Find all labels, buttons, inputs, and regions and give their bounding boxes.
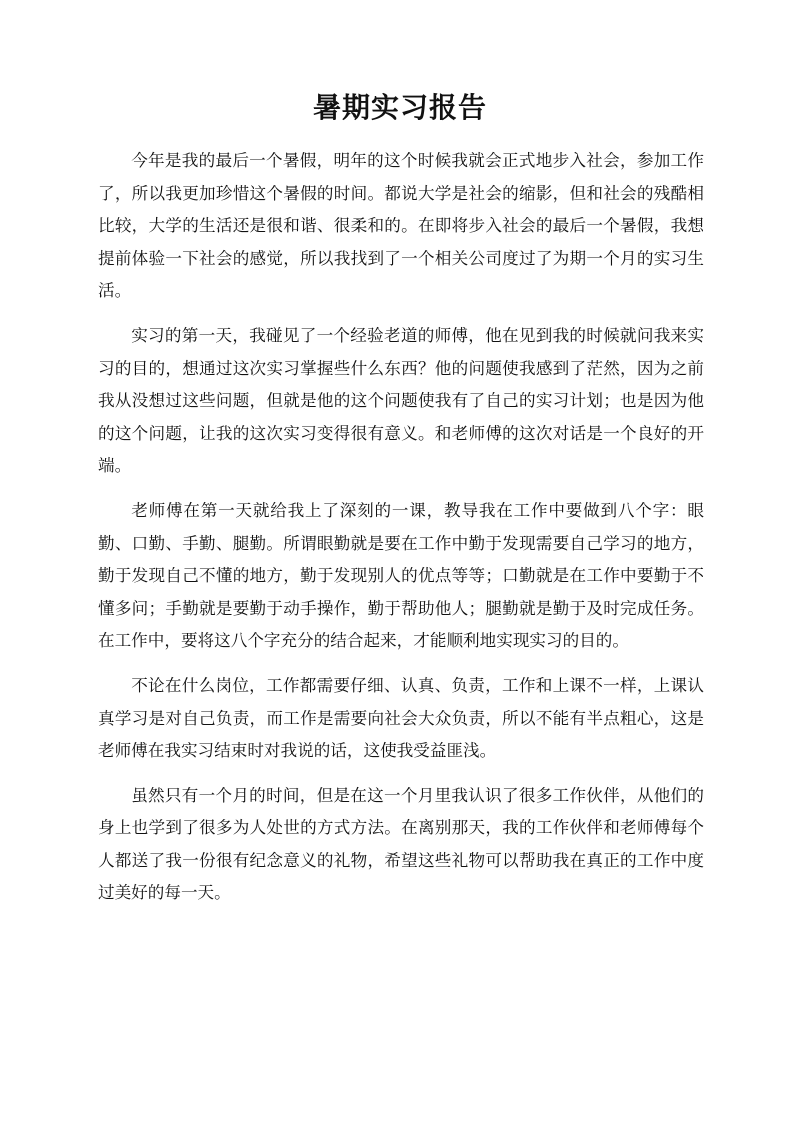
paragraph-4: 不论在什么岗位，工作都需要仔细、认真、负责，工作和上课不一样，上课认真学习是对自己负责，而工作是需要向社会大众负责，所以不能有半点粗心，这是老师傅在我实习结束时对我说的话，这使我受益匪浅。 [98,675,704,761]
paragraph-1: 今年是我的最后一个暑假，明年的这个时候我就会正式地步入社会，参加工作了，所以我更加珍惜这个暑假的时间。都说大学是社会的缩影，但和社会的残酷相比较，大学的生活还是很和谐、很柔和的。在即将步入社会的最后一个暑假，我想提前体验一下社会的感觉，所以我找到了一个相关公司度过了为期一个月的实习生活。 [98,151,704,301]
paragraph-3: 老师傅在第一天就给我上了深刻的一课，教导我在工作中要做到八个字：眼勤、口勤、手勤、腿勤。所谓眼勤就是要在工作中勤于发现需要自己学习的地方，勤于发现自己不懂的地方，勤于发现别人的优点等等；口勤就是在工作中要勤于不懂多问；手勤就是要勤于动手操作，勤于帮助他人；腿勤就是勤于及时完成任务。在工作中，要将这八个字充分的结合起来，才能顺利地实现实习的目的。 [98,500,704,651]
page-title: 暑期实习报告 [312,91,487,124]
report-body [98,145,704,922]
paragraph-5: 虽然只有一个月的时间，但是在这一个月里我认识了很多工作伙伴，从他们的身上也学到了很多为人处世的方式方法。在离别那天，我的工作伙伴和老师傅每个人都送了我一份很有纪念意义的礼物，希望这些礼物可以帮助我在真正的工作中度过美好的每一天。 [98,785,704,903]
paragraph-2: 实习的第一天，我碰见了一个经验老道的师傅，他在见到我的时候就问我来实习的目的，想通过这次实习掌握些什么东西？他的问题使我感到了茫然，因为之前我从没想过这些问题，但就是他的这个问题使我有了自己的实习计划；也是因为他的这个问题，让我的这次实习变得很有意义。和老师傅的这次对话是一个良好的开端。 [98,325,704,476]
